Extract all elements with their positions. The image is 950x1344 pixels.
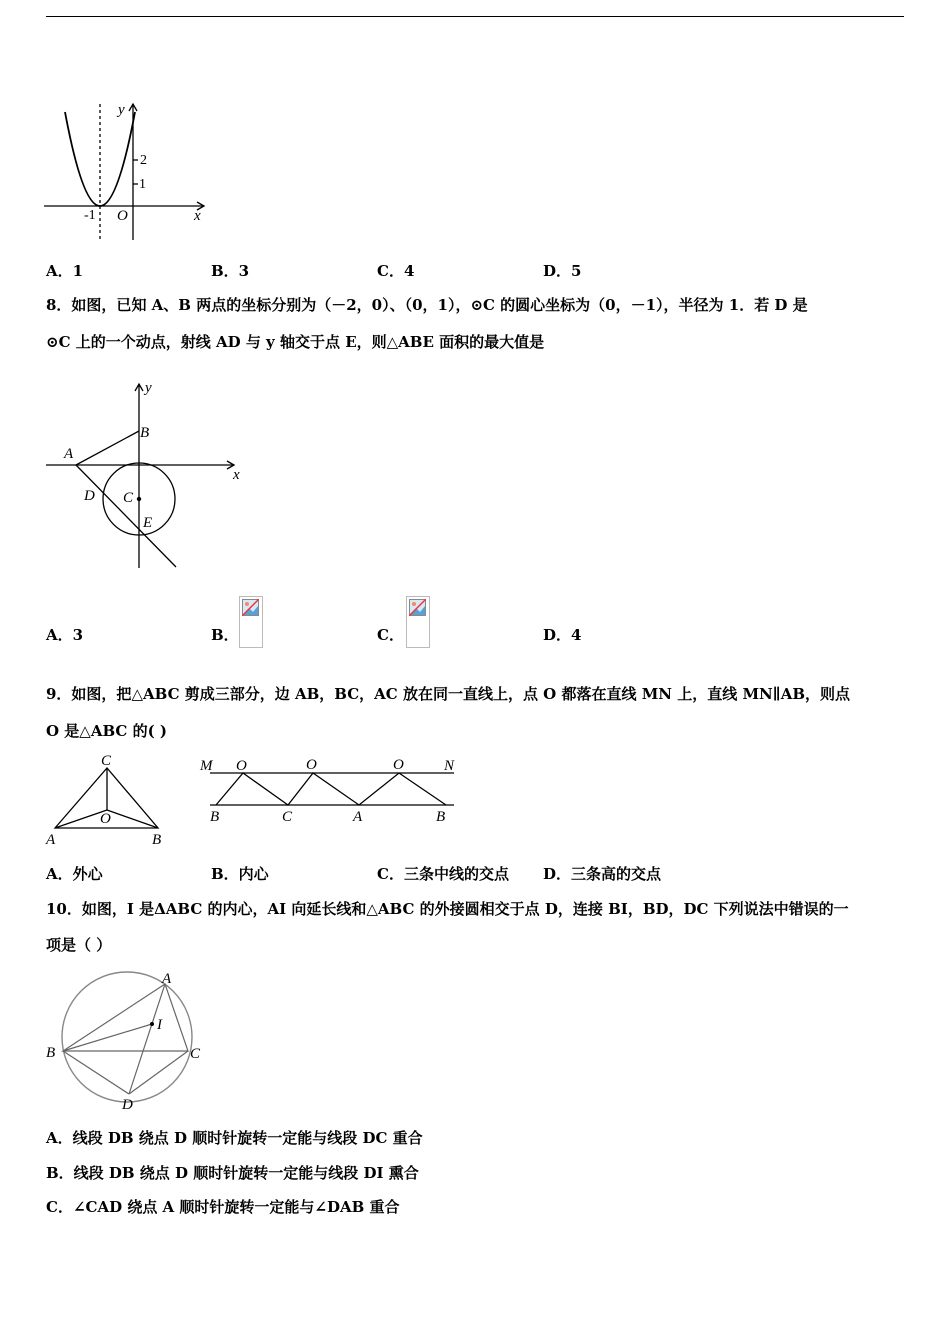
q9-left-label-c: C [101,753,112,769]
q10-circumcircle-figure [44,966,214,1116]
broken-image-icon [409,599,426,616]
q9-question-line2: O 是△ABC 的( ) [46,722,167,740]
q9-mn-lines-figure [196,752,466,832]
q8-option-c-broken-image [406,596,430,648]
q8-label-b: B [140,425,150,441]
broken-image-icon [242,599,259,616]
q10-option-b[interactable]: B．线段 DB 绕点 D 顺时针旋转一定能与线段 DI 熏合 [46,1164,419,1182]
q8-option-a[interactable]: A．3 [46,626,84,644]
q7-option-b[interactable]: B．3 [211,262,250,280]
q9-option-c[interactable]: C．三条中线的交点 [377,865,509,883]
q8-y-label: y [145,380,152,396]
q10-label-a: A [162,971,172,987]
q8-x-label: x [233,467,240,483]
q7-y-label: y [118,102,125,118]
q10-triangle-abc [63,984,188,1051]
q9-right-label-b1: B [210,809,220,825]
q8-ray-ad [76,465,176,567]
q8-circle-figure [44,378,254,573]
q8-segment-ab [76,431,139,465]
q8-option-b[interactable]: B． [211,626,239,644]
q7-option-d[interactable]: D．5 [543,262,582,280]
q9-right-label-o3: O [393,757,404,773]
q8-option-b-broken-image [239,596,263,648]
q9-right-label-o1: O [236,758,247,774]
q9-question-line1: 9．如图，把△ABC 剪成三部分，边 AB，BC，AC 放在同一直线上，点 O 都落在直线 MN 上，直线 MN∥AB，则点 [46,685,851,703]
q8-label-d: D [84,488,95,504]
q7-tick-neg1: -1 [84,208,96,223]
q9-right-label-a: A [353,809,363,825]
q8-question-line1: 8．如图，已知 A、B 两点的坐标分别为（－2，0）、（0，1），⊙C 的圆心坐标为（0，－1），半径为 1．若 D 是 [46,296,808,314]
q10-question-line2: 项是（ ） [46,936,112,954]
q7-option-c[interactable]: C．4 [377,262,415,280]
q10-circumcircle [62,972,192,1102]
q9-zigzag [216,773,446,805]
q9-option-a[interactable]: A．外心 [46,865,103,883]
q10-label-c: C [190,1046,201,1062]
q8-label-a: A [64,446,74,462]
q10-segment-ad [129,984,165,1094]
q10-incenter-dot [150,1022,154,1026]
q7-tick-2: 2 [140,153,147,168]
q10-option-c[interactable]: C．∠CAD 绕点 A 顺时针旋转一定能与∠DAB 重合 [46,1198,400,1216]
q9-right-label-o2: O [306,757,317,773]
q7-parabola-figure [44,100,214,245]
q10-question-line1: 10．如图，I 是ΔABC 的内心，AI 向延长线和△ABC 的外接圆相交于点 D，连接 BI，BD，DC 下列说法中错误的一 [46,900,849,918]
q8-label-e: E [143,515,153,531]
q7-option-a[interactable]: A．1 [46,262,84,280]
q9-option-b[interactable]: B．内心 [211,865,269,883]
q8-center-dot [137,497,141,501]
q10-segment-bi [63,1024,152,1051]
q10-segment-dc [129,1051,188,1094]
q9-right-label-m: M [200,758,213,774]
q7-x-label: x [194,208,201,224]
q7-tick-1: 1 [139,177,146,192]
q10-label-i: I [157,1017,162,1033]
q9-right-label-b2: B [436,809,446,825]
q10-label-b: B [46,1045,56,1061]
q8-question-line2: ⊙C 上的一个动点，射线 AD 与 y 轴交于点 E，则△ABE 面积的最大值是 [46,333,545,351]
q10-label-d: D [122,1097,133,1113]
q9-triangle-figure [44,752,174,850]
q9-left-label-a: A [46,832,56,848]
q8-label-c: C [123,490,134,506]
q9-option-d[interactable]: D．三条高的交点 [543,865,662,883]
q9-right-label-n: N [444,758,455,774]
q10-option-a[interactable]: A．线段 DB 绕点 D 顺时针旋转一定能与线段 DC 重合 [46,1129,423,1147]
header-rule [46,16,904,17]
q8-option-c[interactable]: C． [377,626,404,644]
q7-origin-label: O [117,208,128,224]
q9-left-label-b: B [152,832,162,848]
q9-left-label-o: O [100,811,111,827]
q8-option-d[interactable]: D．4 [543,626,582,644]
q9-right-label-c: C [282,809,293,825]
